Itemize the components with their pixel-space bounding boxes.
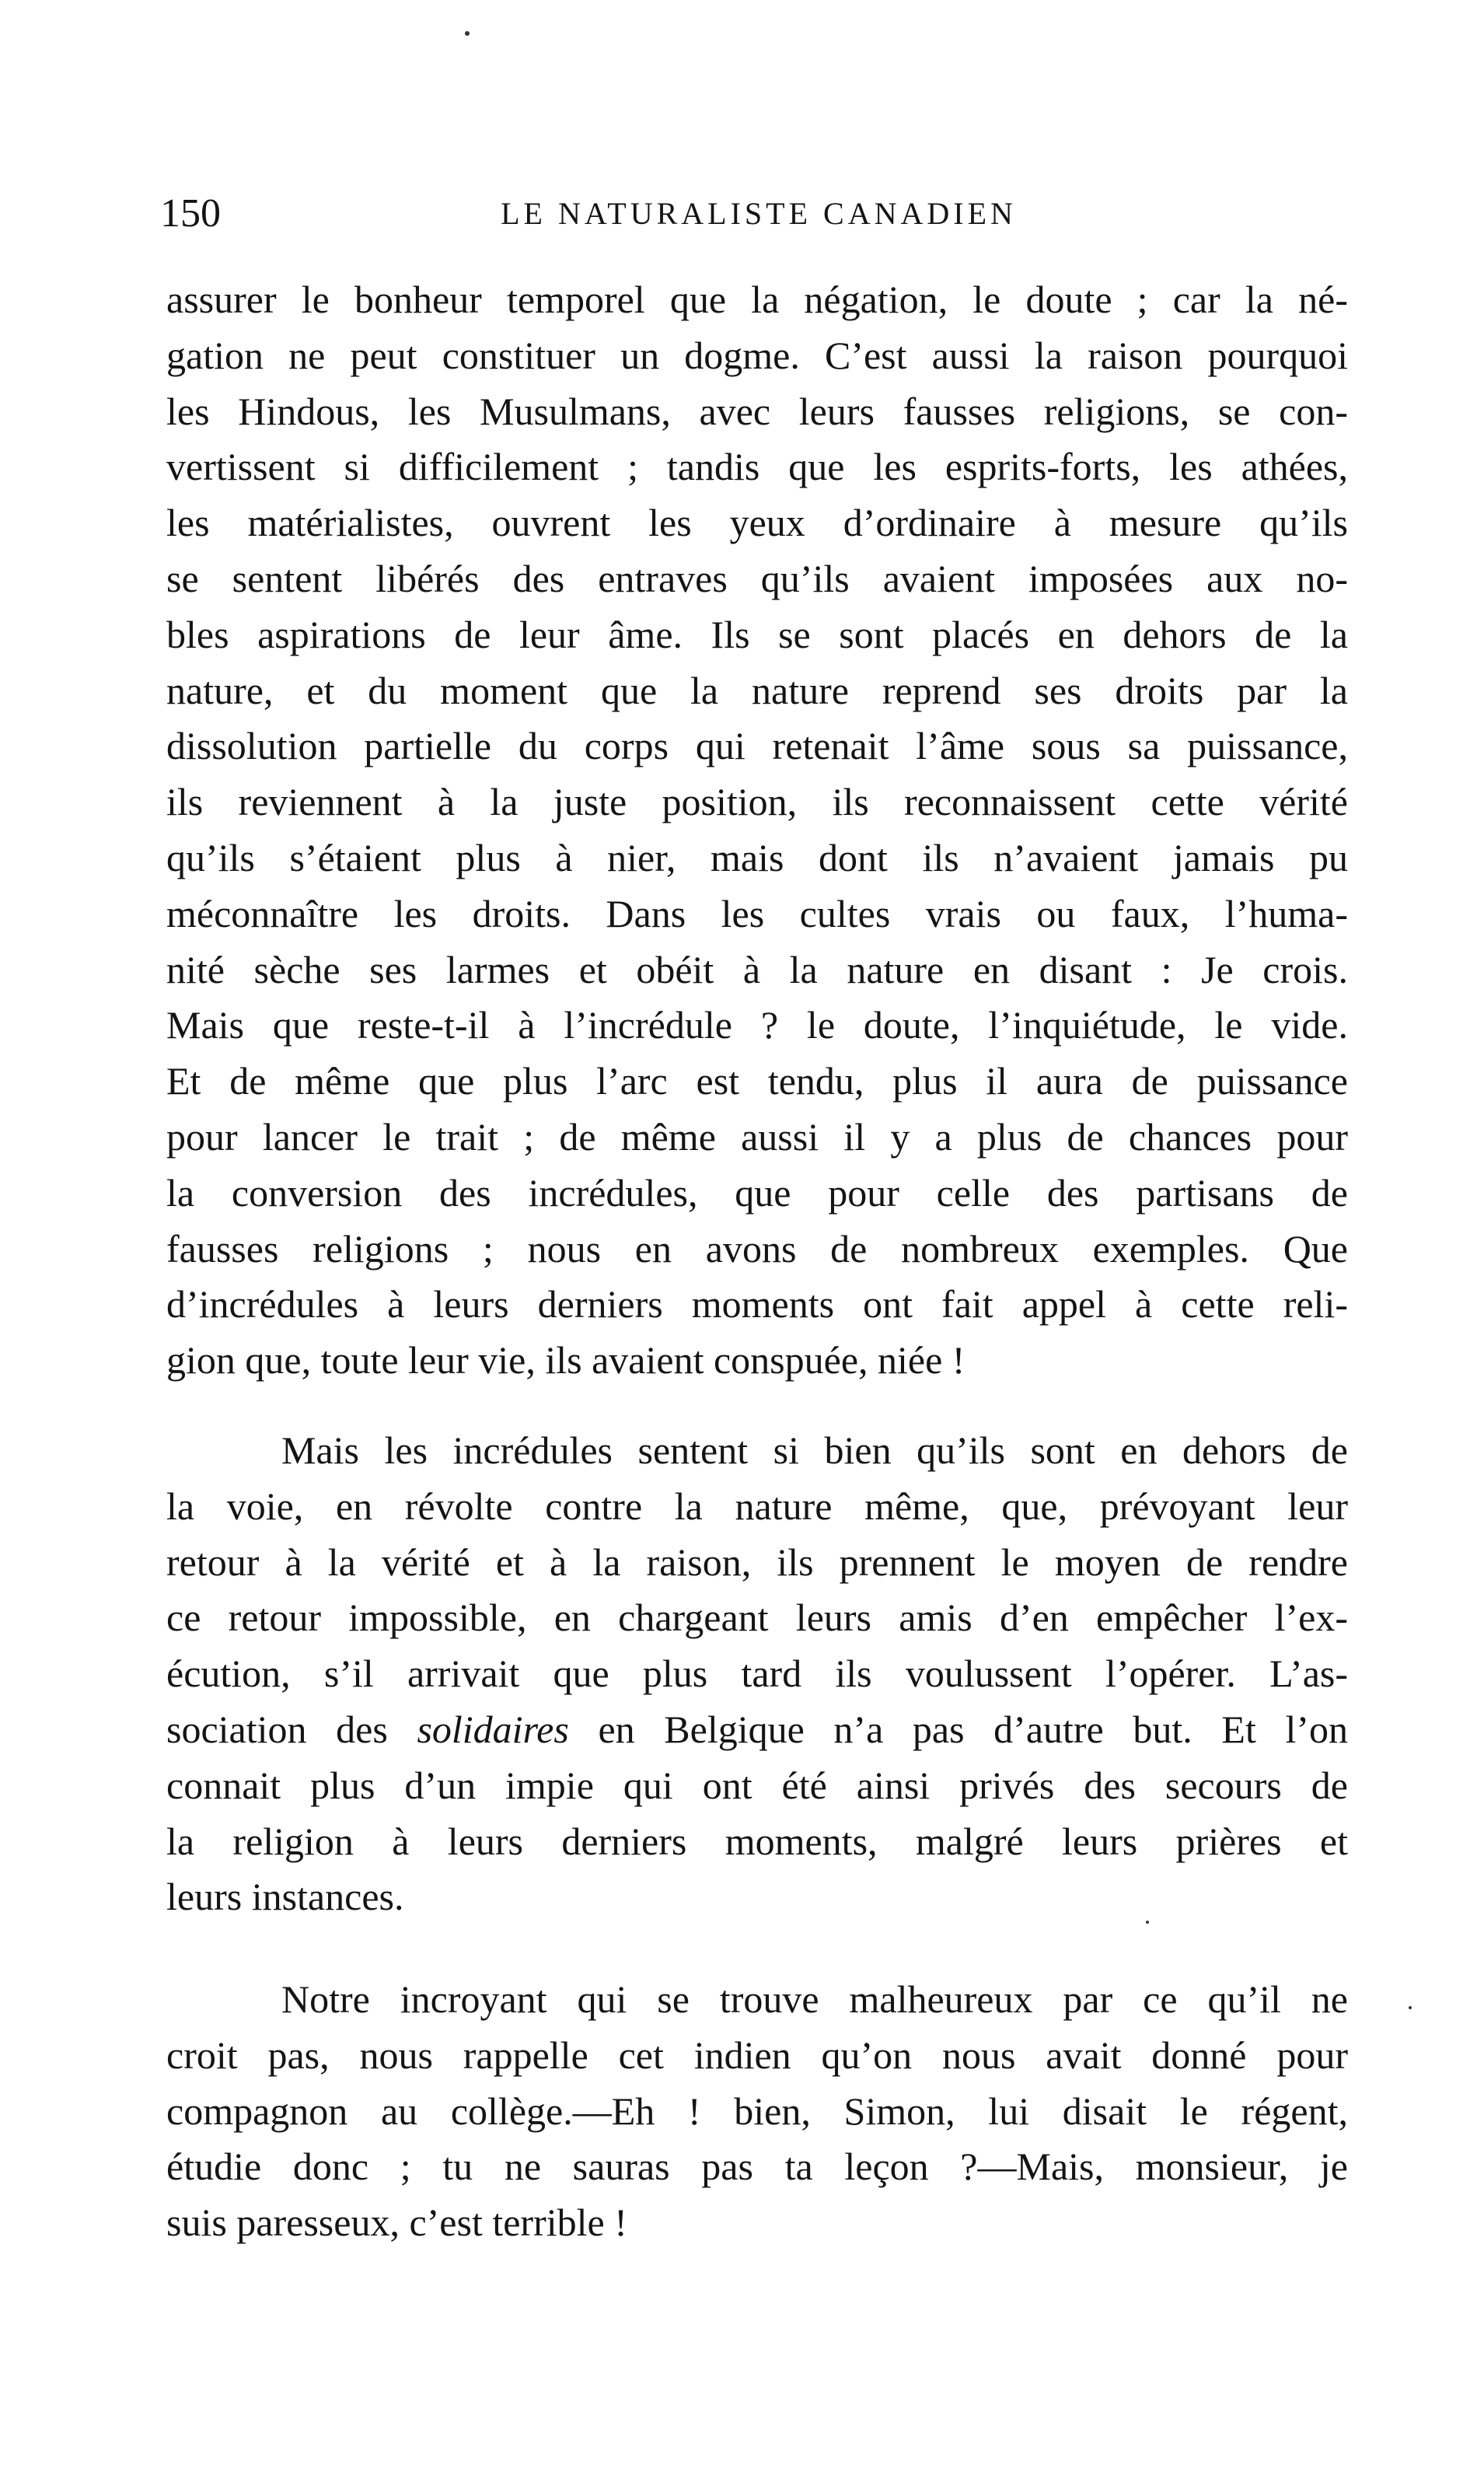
text-line italic-line: sociation des solidaires en Belgique n’a pas d’autre but. Et l’on bbox=[166, 1707, 1349, 1751]
paragraph-2 bbox=[166, 1423, 1348, 1925]
text-line: méconnaître les droits. Dans les cultes vrais ou faux, l’huma- bbox=[166, 891, 1348, 935]
speck-mark bbox=[465, 31, 470, 36]
text-line: qu’ils s’étaient plus à nier, mais dont ils n’avaient jamais pu bbox=[166, 835, 1348, 879]
page-header bbox=[160, 191, 1357, 237]
text-line: les Hindous, les Musulmans, avec leurs fausses religions, se con- bbox=[166, 389, 1348, 433]
italic-word: solidaires bbox=[417, 1707, 569, 1751]
text-line: étudie donc ; tu ne sauras pas ta leçon ?—Mais, monsieur, je bbox=[166, 2145, 1348, 2189]
text-line: vertissent si difficilement ; tandis que les esprits-forts, les athées, bbox=[166, 445, 1348, 489]
text-line: ils reviennent à la juste position, ils reconnaissent cette vérité bbox=[166, 780, 1348, 824]
speck-mark bbox=[1409, 2006, 1412, 2009]
text-line: gion que, toute leur vie, ils avaient conspuée, niée ! bbox=[166, 1338, 965, 1383]
text-line: la voie, en révolte contre la nature même, que, prévoyant leur bbox=[166, 1484, 1348, 1528]
text-line: les matérialistes, ouvrent les yeux d’ordinaire à mesure qu’ils bbox=[166, 501, 1348, 545]
text-line: assurer le bonheur temporel que la négation, le doute ; car la né- bbox=[166, 278, 1348, 321]
text-line: la religion à leurs derniers moments, malgré leurs prières et bbox=[166, 1819, 1348, 1863]
text-line: Et de même que plus l’arc est tendu, plus il aura de puissance bbox=[166, 1059, 1348, 1103]
text-line: bles aspirations de leur âme. Ils se sont placés en dehors de la bbox=[166, 612, 1348, 656]
paragraph-1 bbox=[166, 272, 1348, 1389]
text-line: leurs instances. bbox=[166, 1875, 404, 1919]
text-line: gation ne peut constituer un dogme. C’est aussi la raison pourquoi bbox=[166, 333, 1348, 377]
text-line: Notre incroyant qui se trouve malheureux par ce qu’il ne bbox=[281, 1977, 1348, 2021]
text-line: nité sèche ses larmes et obéit à la nature en disant : Je crois. bbox=[166, 947, 1348, 991]
text-line: écution, s’il arrivait que plus tard ils voulussent l’opérer. L’as- bbox=[166, 1652, 1348, 1696]
text-line: nature, et du moment que la nature reprend ses droits par la bbox=[166, 668, 1348, 712]
text-line: la conversion des incrédules, que pour celle des partisans de bbox=[166, 1170, 1348, 1215]
page-number: 150 bbox=[160, 191, 221, 236]
running-head: LE NATURALISTE CANADIEN bbox=[501, 196, 1017, 231]
text-line: dissolution partielle du corps qui retenait l’âme sous sa puissance, bbox=[166, 724, 1348, 768]
text-line: compagnon au collège.—Eh ! bien, Simon, lui disait le régent, bbox=[166, 2089, 1348, 2133]
text-line: Mais que reste-t-il à l’incrédule ? le doute, l’inquiétude, le vide. bbox=[166, 1003, 1348, 1047]
text-line: connait plus d’un impie qui ont été ainsi privés des secours de bbox=[166, 1763, 1348, 1807]
text-line: Mais les incrédules sentent si bien qu’ils sont en dehors de bbox=[281, 1428, 1348, 1472]
text-line: pour lancer le trait ; de même aussi il y a plus de chances pour bbox=[166, 1114, 1348, 1159]
text-line: fausses religions ; nous en avons de nombreux exemples. Que bbox=[166, 1226, 1348, 1271]
text-line: retour à la vérité et à la raison, ils prennent le moyen de rendre bbox=[166, 1540, 1348, 1584]
text-line: suis paresseux, c’est terrible ! bbox=[166, 2201, 627, 2245]
text-line: croit pas, nous rappelle cet indien qu’on nous avait donné pour bbox=[166, 2033, 1348, 2077]
text-line: d’incrédules à leurs derniers moments ont fait appel à cette reli- bbox=[166, 1282, 1348, 1327]
text-line: se sentent libérés des entraves qu’ils avaient imposées aux no- bbox=[166, 556, 1348, 600]
paragraph-3 bbox=[166, 1972, 1348, 2251]
text-line: ce retour impossible, en chargeant leurs amis d’en empêcher l’ex- bbox=[166, 1596, 1348, 1640]
